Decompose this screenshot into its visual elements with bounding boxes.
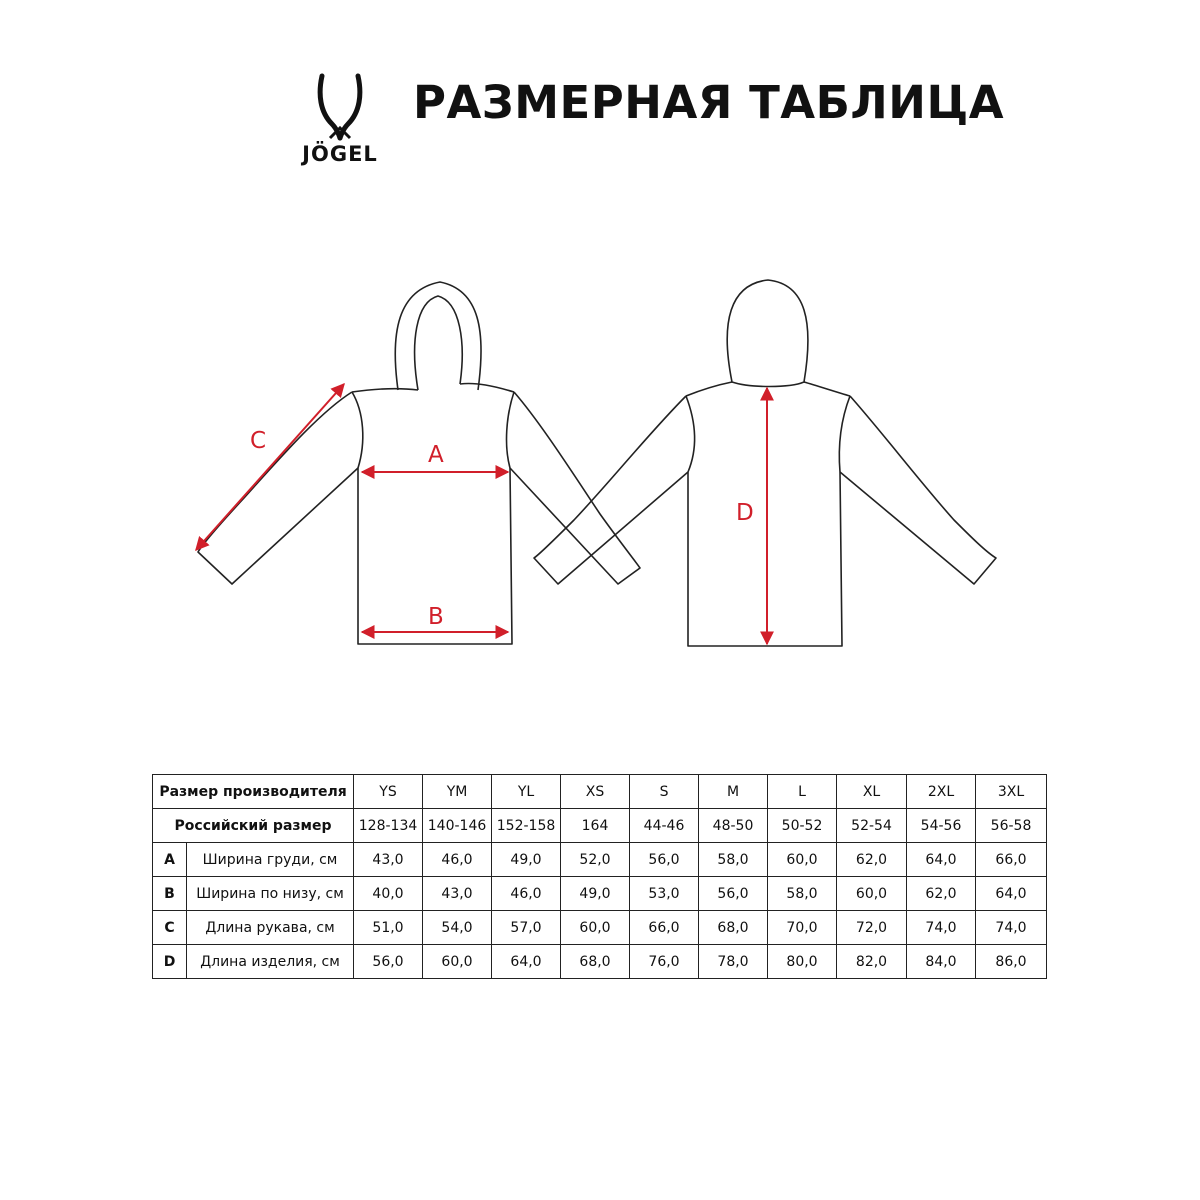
russian-size-cell: 52-54 (837, 809, 907, 843)
measurement-value: 56,0 (354, 945, 423, 979)
measurement-value: 51,0 (354, 911, 423, 945)
russian-size-cell: 50-52 (768, 809, 837, 843)
measurement-row (153, 911, 1047, 945)
front-hood-outline (395, 282, 481, 390)
label-a: A (428, 442, 444, 468)
russian-size-row (153, 809, 1047, 843)
back-sleeve-right (840, 396, 996, 584)
back-armhole-left (686, 396, 695, 472)
size-header-cell: L (768, 775, 837, 809)
manufacturer-size-label: Размер производителя (153, 775, 354, 809)
measurement-value: 66,0 (630, 911, 699, 945)
measurement-value: 78,0 (699, 945, 768, 979)
front-armhole-right (507, 392, 514, 468)
measurement-row (153, 945, 1047, 979)
measurement-value: 66,0 (976, 843, 1047, 877)
measurement-value: 62,0 (907, 877, 976, 911)
measurement-value: 49,0 (561, 877, 630, 911)
front-armhole-left (352, 392, 363, 468)
label-b: B (428, 604, 444, 630)
row-label: Длина изделия, см (187, 945, 354, 979)
size-header-cell: YS (354, 775, 423, 809)
measurement-value: 84,0 (907, 945, 976, 979)
measurement-value: 60,0 (423, 945, 492, 979)
measurement-value: 82,0 (837, 945, 907, 979)
measurement-value: 49,0 (492, 843, 561, 877)
measurement-value: 68,0 (699, 911, 768, 945)
measurement-value: 62,0 (837, 843, 907, 877)
back-body (688, 472, 842, 646)
measurement-value: 43,0 (423, 877, 492, 911)
size-header-cell: YL (492, 775, 561, 809)
size-header-cell: 3XL (976, 775, 1047, 809)
russian-size-cell: 128-134 (354, 809, 423, 843)
russian-size-cell: 140-146 (423, 809, 492, 843)
measurement-value: 60,0 (837, 877, 907, 911)
brand-logo (290, 72, 390, 167)
row-letter: B (153, 877, 187, 911)
front-sleeve-right (510, 392, 640, 584)
measurement-value: 53,0 (630, 877, 699, 911)
front-neckline (352, 383, 514, 392)
manufacturer-size-row (153, 775, 1047, 809)
row-letter: C (153, 911, 187, 945)
russian-size-cell: 54-56 (907, 809, 976, 843)
measurement-value: 46,0 (492, 877, 561, 911)
measurement-value: 68,0 (561, 945, 630, 979)
front-hoodie (198, 282, 640, 644)
measurement-value: 60,0 (768, 843, 837, 877)
size-header-cell: XL (837, 775, 907, 809)
measurement-value: 64,0 (976, 877, 1047, 911)
measurement-value: 86,0 (976, 945, 1047, 979)
measurement-value: 58,0 (699, 843, 768, 877)
page-title: РАЗМЕРНАЯ ТАБЛИЦА (413, 76, 1005, 129)
size-header-cell: 2XL (907, 775, 976, 809)
measurement-value: 60,0 (561, 911, 630, 945)
russian-size-cell: 152-158 (492, 809, 561, 843)
size-header-cell: YM (423, 775, 492, 809)
row-label: Ширина груди, см (187, 843, 354, 877)
back-armhole-right (839, 396, 850, 472)
measurement-value: 72,0 (837, 911, 907, 945)
jogel-v-logo-icon (310, 72, 370, 142)
size-header-cell: M (699, 775, 768, 809)
row-label: Ширина по низу, см (187, 877, 354, 911)
size-table (152, 774, 1047, 979)
measurement-value: 80,0 (768, 945, 837, 979)
brand-name: JÖGEL (302, 142, 378, 166)
measurement-value: 74,0 (976, 911, 1047, 945)
front-sleeve-left (198, 392, 358, 584)
row-letter: A (153, 843, 187, 877)
back-sleeve-left (534, 396, 688, 584)
back-hood (727, 280, 808, 387)
garment-diagram (180, 262, 1020, 662)
russian-size-cell: 48-50 (699, 809, 768, 843)
front-hood-opening (415, 296, 463, 390)
measurement-value: 52,0 (561, 843, 630, 877)
size-header-cell: XS (561, 775, 630, 809)
front-measurements (196, 384, 508, 632)
measurement-value: 57,0 (492, 911, 561, 945)
russian-size-label: Российский размер (153, 809, 354, 843)
russian-size-cell: 44-46 (630, 809, 699, 843)
measurement-value: 56,0 (630, 843, 699, 877)
measure-c-line (196, 384, 344, 550)
measurement-value: 74,0 (907, 911, 976, 945)
label-c: C (250, 428, 267, 454)
russian-size-cell: 56-58 (976, 809, 1047, 843)
row-letter: D (153, 945, 187, 979)
size-header-cell: S (630, 775, 699, 809)
measurement-value: 76,0 (630, 945, 699, 979)
measurement-value: 56,0 (699, 877, 768, 911)
label-d: D (736, 500, 754, 526)
back-hoodie (534, 280, 996, 646)
measurement-value: 64,0 (492, 945, 561, 979)
measurement-value: 64,0 (907, 843, 976, 877)
measurement-value: 58,0 (768, 877, 837, 911)
row-label: Длина рукава, см (187, 911, 354, 945)
measurement-value: 70,0 (768, 911, 837, 945)
measurement-value: 46,0 (423, 843, 492, 877)
measurement-row (153, 877, 1047, 911)
russian-size-cell: 164 (561, 809, 630, 843)
measurement-value: 43,0 (354, 843, 423, 877)
measurement-value: 54,0 (423, 911, 492, 945)
measurement-value: 40,0 (354, 877, 423, 911)
measurement-row (153, 843, 1047, 877)
